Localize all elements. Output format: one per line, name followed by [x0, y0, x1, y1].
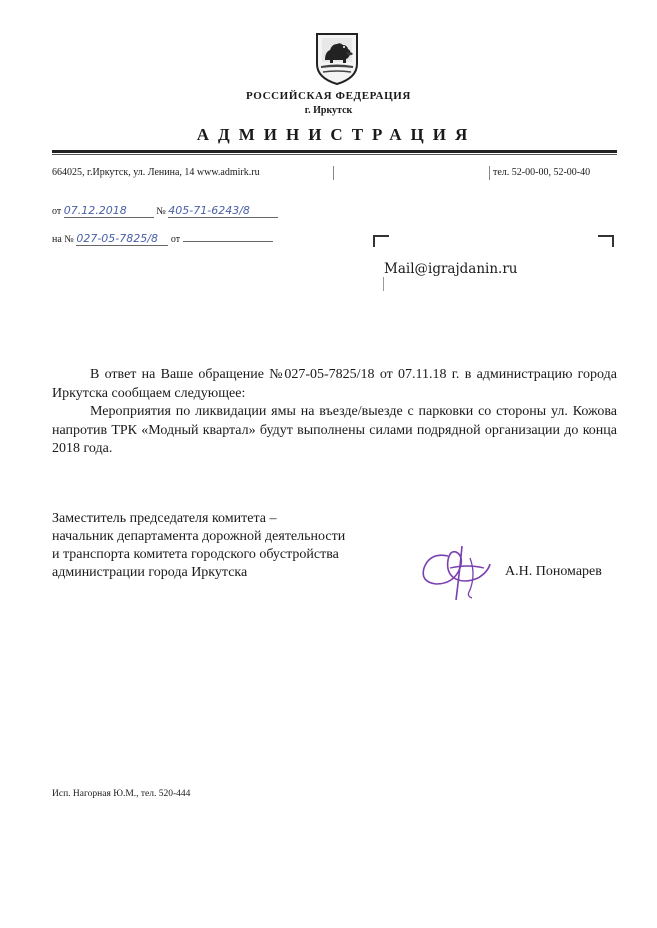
number-label: № [156, 206, 166, 217]
recipient-corner-right [598, 235, 614, 247]
header-divider-thick [52, 150, 617, 153]
reply-date-blank [183, 230, 273, 242]
signer-name: А.Н. Пономарев [505, 564, 602, 579]
coat-of-arms-icon [313, 30, 361, 86]
signer-title [52, 510, 345, 582]
contact-separator [489, 166, 490, 180]
city-name: г. Иркутск [304, 105, 353, 116]
from-label: от [52, 206, 62, 217]
signer-title-line-1: Заместитель председателя комитета – [52, 511, 277, 526]
outgoing-number: 405-71-6243/8 [168, 204, 278, 218]
contact-phone: тел. 52-00-00, 52-00-40 [493, 167, 591, 178]
recipient-cursor-mark [383, 277, 384, 291]
signer-title-line-2: начальник департамента дорожной деятельности [52, 529, 346, 544]
reply-number: 027-05-7825/8 [76, 232, 168, 246]
recipient-corner-left [373, 235, 389, 247]
contact-address: 664025, г.Иркутск, ул. Ленина, 14 www.admirk.ru [52, 167, 260, 178]
header-divider-thin [52, 154, 617, 155]
letter-body [52, 366, 617, 459]
document-title: АДМИНИСТРАЦИЯ [196, 125, 477, 144]
contact-separator [333, 166, 334, 180]
outgoing-date: 07.12.2018 [64, 204, 154, 218]
body-paragraph-1: В ответ на Ваше обращение №027-05-7825/18 от 07.11.18 г. в администрацию города Иркутска сообщаем следующее: [52, 367, 617, 401]
reply-label: на № [52, 234, 74, 245]
body-paragraph-2: Мероприятия по ликвидации ямы на въезде/выезде с парковки со стороны ул. Кожова напротив ТРК «Модный квартал» будут выполнены силами подрядной организации до конца 2018 года. [52, 404, 617, 456]
recipient-email: Mail@igrajdanin.ru [384, 261, 518, 277]
registration-line-outgoing [52, 204, 278, 218]
registration-line-reply [52, 230, 273, 246]
executor-note: Исп. Нагорная Ю.М., тел. 520-444 [52, 789, 191, 799]
reply-from-label: от [170, 234, 181, 245]
handwritten-signature [410, 538, 510, 604]
signer-title-line-4: администрации города Иркутска [52, 565, 248, 580]
signer-title-line-3: и транспорта комитета городского обустройства [52, 547, 339, 562]
country-name: РОССИЙСКАЯ ФЕДЕРАЦИЯ [246, 90, 411, 102]
